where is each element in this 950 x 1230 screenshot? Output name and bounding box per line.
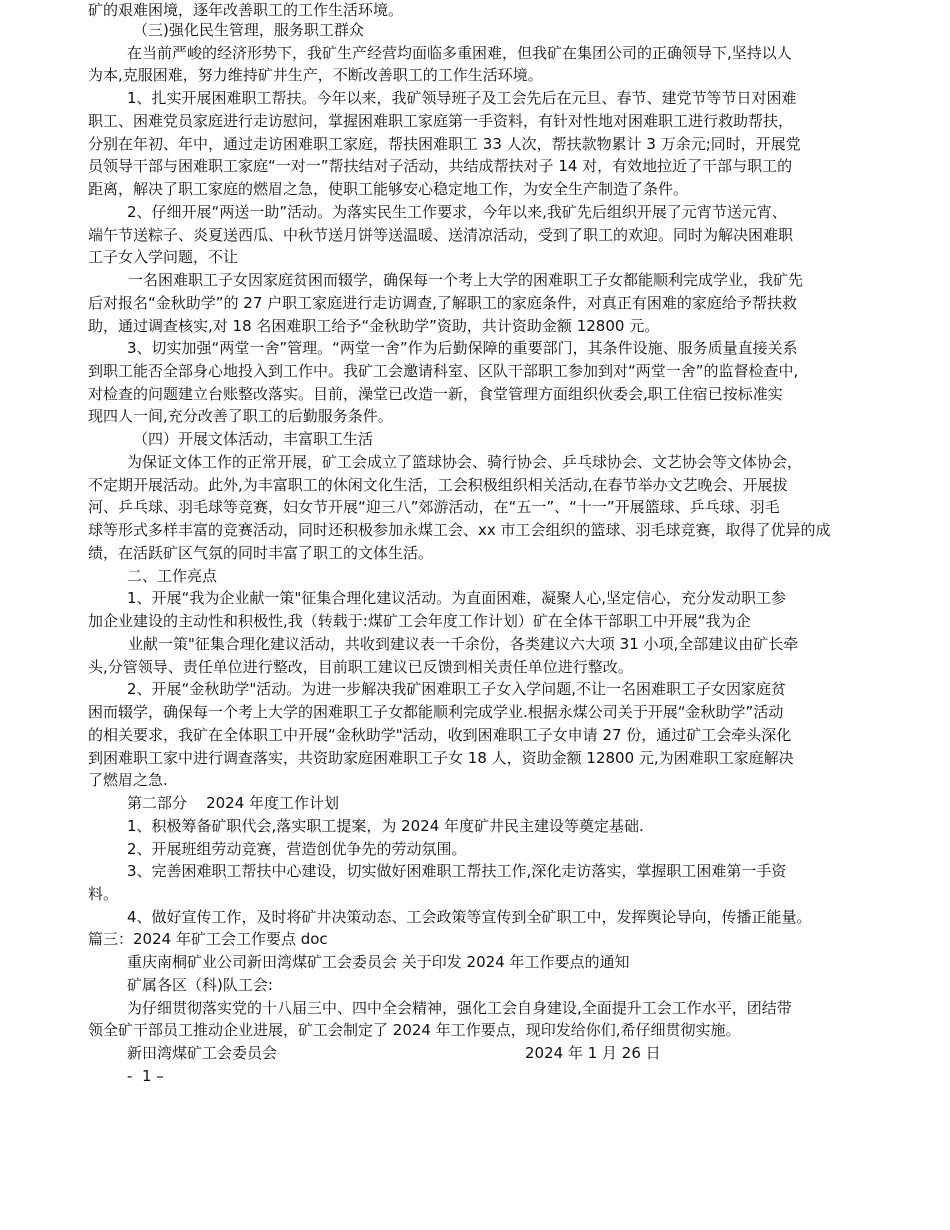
- text-line: 为本,克服困难，努力维持矿井生产，不断改善职工的工作生活环境。: [88, 66, 543, 84]
- text-line: 一名困难职工子女因家庭贫困而辍学，确保每一个考上大学的困难职工子女都能顺利完成学业，我矿先: [128, 271, 804, 289]
- text-line: 了燃眉之急.: [88, 771, 168, 789]
- text-line: 员领导干部与困难职工家庭“一对一”帮扶结对子活动，共结成帮扶对子 14 对，有效地拉近了干部与职工的: [88, 157, 793, 175]
- text-line: 不定期开展活动。此外,为丰富职工的休闲文化生活，工会积极组织相关活动,在春节举办文艺晚会、开展拔: [88, 476, 788, 494]
- text-line: 为仔细贯彻落实党的十八届三中、四中全会精神，强化工会自身建设,全面提升工会工作水平，团结带: [127, 999, 792, 1017]
- signature-org: 新田湾煤矿工会委员会: [127, 1044, 278, 1062]
- text-line: 1、扎实开展困难职工帮扶。今年以来，我矿领导班子及工会先后在元旦、春节、建党节等节日对困难: [127, 89, 797, 107]
- text-line: 工子女入学问题，不让: [88, 248, 239, 266]
- text-line: 加企业建设的主动性和积极性,我（转载于:煤矿工会年度工作计划）矿在全体干部职工中开展“我为企: [88, 612, 751, 630]
- text-line: 到职工能否全部身心地投入到工作中。我矿工会邀请科室、区队干部职工参加到对“两堂一舍”的监督检查中,: [88, 362, 799, 380]
- text-line: 2、开展“金秋助学"活动。为进一步解决我矿困难职工子女入学问题,不让一名困难职工子女因家庭贫: [127, 680, 786, 698]
- text-line: 矿的艰难困境，逐年改善职工的工作生活环境。: [88, 1, 404, 19]
- text-line: 职工、困难党员家庭进行走访慰问，掌握困难职工家庭第一手资料，有针对性地对困难职工进行救助帮扶，: [88, 112, 794, 130]
- text-line: 领全矿干部员工推动企业进展，矿工会制定了 2024 年工作要点，现印发给你们,希仔细贯彻实施。: [88, 1021, 741, 1039]
- text-line: 对检查的问题建立台账整改落实。目前，澡堂已改造一新，食堂管理方面组织伙委会,职工住宿已按标准实: [88, 385, 783, 403]
- text-line: 为保证文体工作的正常开展，矿工会成立了篮球协会、骑行协会、乒乓球协会、文艺协会等文体协会，: [127, 453, 803, 471]
- text-line: 到困难职工家中进行调查落实，共资助家庭困难职工子女 18 人，资助金额 12800 元,为困难职工家庭解决: [88, 749, 794, 767]
- section-heading: （三)强化民生管理，服务职工群众: [133, 21, 364, 39]
- text-line: 绩，在活跃矿区气氛的同时丰富了职工的文体生活。: [88, 544, 434, 562]
- plan-item: 1、积极筹备矿职代会,落实职工提案，为 2024 年度矿井民主建设等奠定基础.: [127, 817, 644, 835]
- chapter-title: 篇三：2024 年矿工会工作要点 doc: [88, 930, 328, 948]
- text-line: 业献一策"征集合理化建议活动，共收到建议表一千余份，各类建议六大项 31 小项,全部建议由矿长牵: [128, 635, 799, 653]
- text-line: 助，通过调查核实,对 18 名困难职工给予“金秋助学”资助，共计资助金额 12800 元。: [88, 317, 660, 335]
- text-line: 球等形式多样丰富的竞赛活动，同时还积极参加永煤工会、xx 市工会组织的篮球、羽毛球竞赛，取得了优异的成: [88, 521, 831, 539]
- text-line: 1、开展“我为企业献一策"征集合理化建议活动。为直面困难，凝聚人心,坚定信心，充分发动职工参: [127, 589, 786, 607]
- plan-item: 2、开展班组劳动竞赛，营造创优争先的劳动氛围。: [127, 840, 467, 858]
- notice-title: 重庆南桐矿业公司新田湾煤矿工会委员会 关于印发 2024 年工作要点的通知: [127, 953, 630, 971]
- signature-date: 2024 年 1 月 26 日: [525, 1044, 661, 1062]
- salutation: 矿属各区（科)队工会:: [127, 976, 273, 994]
- text-line: 河、乒乓球、羽毛球等竞赛，妇女节开展“迎三八”郊游活动，在“五一”、“十一”开展篮球、乒乓球、羽毛: [88, 498, 780, 516]
- plan-item: 3、完善困难职工帮扶中心建设，切实做好困难职工帮扶工作,深化走访落实，掌握职工困难第一手资: [127, 862, 787, 880]
- text-line: 3、切实加强“两堂一舍”管理。“两堂一舍”作为后勤保障的重要部门，其条件设施、服务质量直接关系: [127, 339, 798, 357]
- plan-item: 4、做好宣传工作，及时将矿井决策动态、工会政策等宣传到全矿职工中，发挥舆论导向，传播正能量。: [127, 908, 812, 926]
- text-line: 后对报名“金秋助学”的 27 户职工家庭进行走访调查,了解职工的家庭条件，对真正有困难的家庭给予帮扶救: [88, 294, 797, 312]
- section-heading: 二、工作亮点: [127, 567, 218, 585]
- text-line: 头,分管领导、责任单位进行整改，目前职工建议已反馈到相关责任单位进行整改。: [88, 658, 633, 676]
- text-line: 距离，解决了职工家庭的燃眉之急，使职工能够安心稳定地工作，为安全生产制造了条件。: [88, 180, 689, 198]
- text-line: 困而辍学，确保每一个考上大学的困难职工子女都能顺利完成学业.根据永煤公司关于开展“金秋助学”活动: [88, 703, 784, 721]
- text-line: 2、仔细开展“两送一助”活动。为落实民生工作要求，今年以来,我矿先后组织开展了元宵节送元宵、: [127, 203, 787, 221]
- page-number: - 1 –: [127, 1067, 164, 1085]
- text-line: 的相关要求，我矿在全体职工中开展“金秋助学"活动，收到困难职工子女申请 27 份，通过矿工会牵头深化: [88, 726, 792, 744]
- part-heading: 第二部分 2024 年度工作计划: [127, 794, 340, 812]
- text-line: 在当前严峻的经济形势下，我矿生产经营均面临多重困难，但我矿在集团公司的正确领导下,坚持以人: [127, 44, 792, 62]
- section-heading: （四）开展文体活动，丰富职工生活: [133, 430, 374, 448]
- text-line: 端午节送粽子、炎夏送西瓜、中秋节送月饼等送温暖、送清凉活动，受到了职工的欢迎。同时为解决困难职: [88, 226, 794, 244]
- text-line: 分别在年初、年中，通过走访困难职工家庭，帮扶困难职工 33 人次，帮扶款物累计 3 万余元;同时，开展党: [88, 135, 801, 153]
- text-line: 料。: [88, 885, 119, 903]
- text-line: 现四人一间,充分改善了职工的后勤服务条件。: [88, 407, 393, 425]
